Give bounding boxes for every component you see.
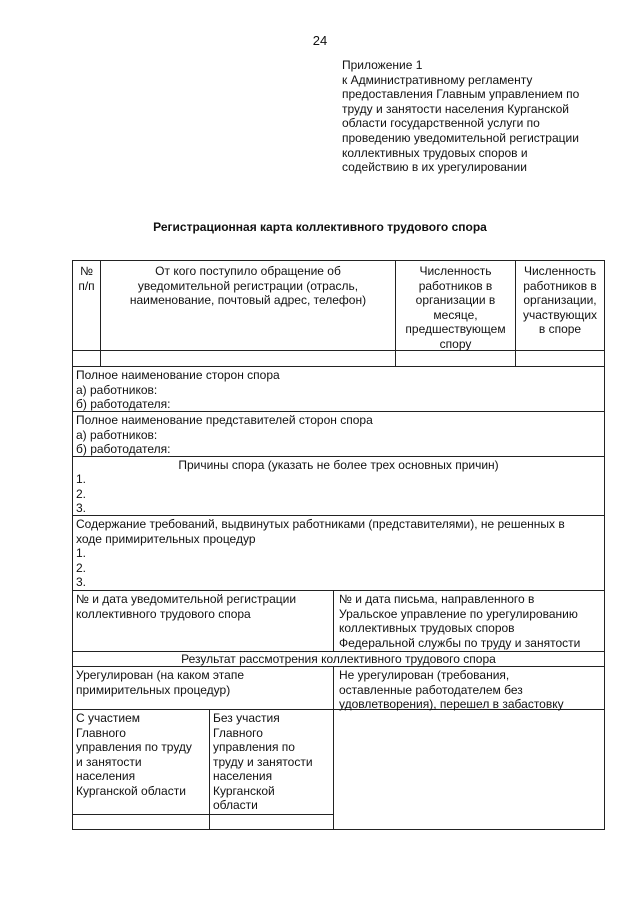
- header-source: От кого поступило обращение об уведомительной регистрации (отрасль, наименование, почтовый адрес, телефон): [129, 264, 367, 307]
- appendix-line: труду и занятости населения Курганской: [342, 101, 569, 116]
- result-heading: Результат рассмотрения коллективного трудового спора: [181, 652, 496, 666]
- list-item: 1.: [76, 546, 87, 560]
- list-item: 3.: [76, 501, 87, 515]
- resolved-cell: Урегулирован (на каком этапе примирительных процедур): [76, 668, 244, 697]
- appendix-line: к Административному регламенту: [342, 72, 533, 87]
- table-rule: [72, 829, 605, 830]
- table-rule: [604, 260, 605, 830]
- header-num: № п/п: [78, 264, 95, 293]
- table-rule: [72, 260, 73, 830]
- header-employees-dispute: Численность работников в организации, участвующих в споре: [522, 264, 598, 336]
- appendix-line: проведению уведомительной регистрации: [342, 130, 579, 145]
- list-item: 2.: [76, 560, 87, 575]
- table-rule: [72, 366, 605, 367]
- registration-number-date: № и дата уведомительной регистрации коллективного трудового спора: [76, 592, 297, 621]
- registration-card-table: [72, 260, 605, 830]
- appendix-line: области государственной услуги по: [342, 116, 540, 131]
- appendix-note: [342, 58, 612, 175]
- table-rule: [333, 590, 334, 651]
- header-employees-month: Численность работников в организации в месяце, предшествующем спору: [405, 264, 506, 351]
- list-item: 2.: [76, 486, 87, 501]
- page-number: 24: [312, 33, 328, 48]
- without-participation-cell: Без участия Главного управления по труду и занятости населения Курганской области: [213, 711, 313, 812]
- document-title: Регистрационная карта коллективного трудового спора: [153, 220, 487, 234]
- demands-section: Содержание требований, выдвинутых работниками (представителями), не решенных в ходе примирительных процедур 1. 2. 3.: [76, 517, 565, 589]
- reasons-heading: Причины спора (указать не более трех основных причин): [178, 458, 499, 472]
- appendix-line: Приложение 1: [342, 58, 423, 72]
- with-participation-cell: С участием Главного управления по труду и занятости населения Курганской области: [76, 711, 192, 798]
- letter-number-date: № и дата письма, направленного в Уральское управление по урегулированию коллективных трудовых споров Федеральной службы по труду и занятости: [339, 592, 581, 650]
- table-rule: [72, 350, 605, 351]
- table-rule: [72, 814, 333, 815]
- appendix-line: коллективных трудовых споров и: [342, 145, 528, 160]
- list-item: 1.: [76, 472, 87, 486]
- representatives-section: Полное наименование представителей сторон спора а) работников: б) работодателя:: [76, 413, 373, 456]
- unresolved-cell: Не урегулирован (требования, оставленные работодателем без удовлетворения), перешел в забастовку: [339, 668, 564, 711]
- table-rule: [333, 666, 334, 830]
- parties-section: Полное наименование сторон спора а) работников: б) работодателя:: [76, 368, 280, 411]
- reasons-list: [76, 472, 86, 516]
- table-rule: [72, 590, 605, 591]
- table-rule: [209, 709, 210, 830]
- list-item: 3.: [76, 575, 87, 589]
- appendix-line: предоставления Главным управлением по: [342, 87, 580, 102]
- table-rule: [72, 260, 605, 261]
- table-rule: [72, 515, 605, 516]
- appendix-line: содействию в их урегулировании: [342, 160, 527, 175]
